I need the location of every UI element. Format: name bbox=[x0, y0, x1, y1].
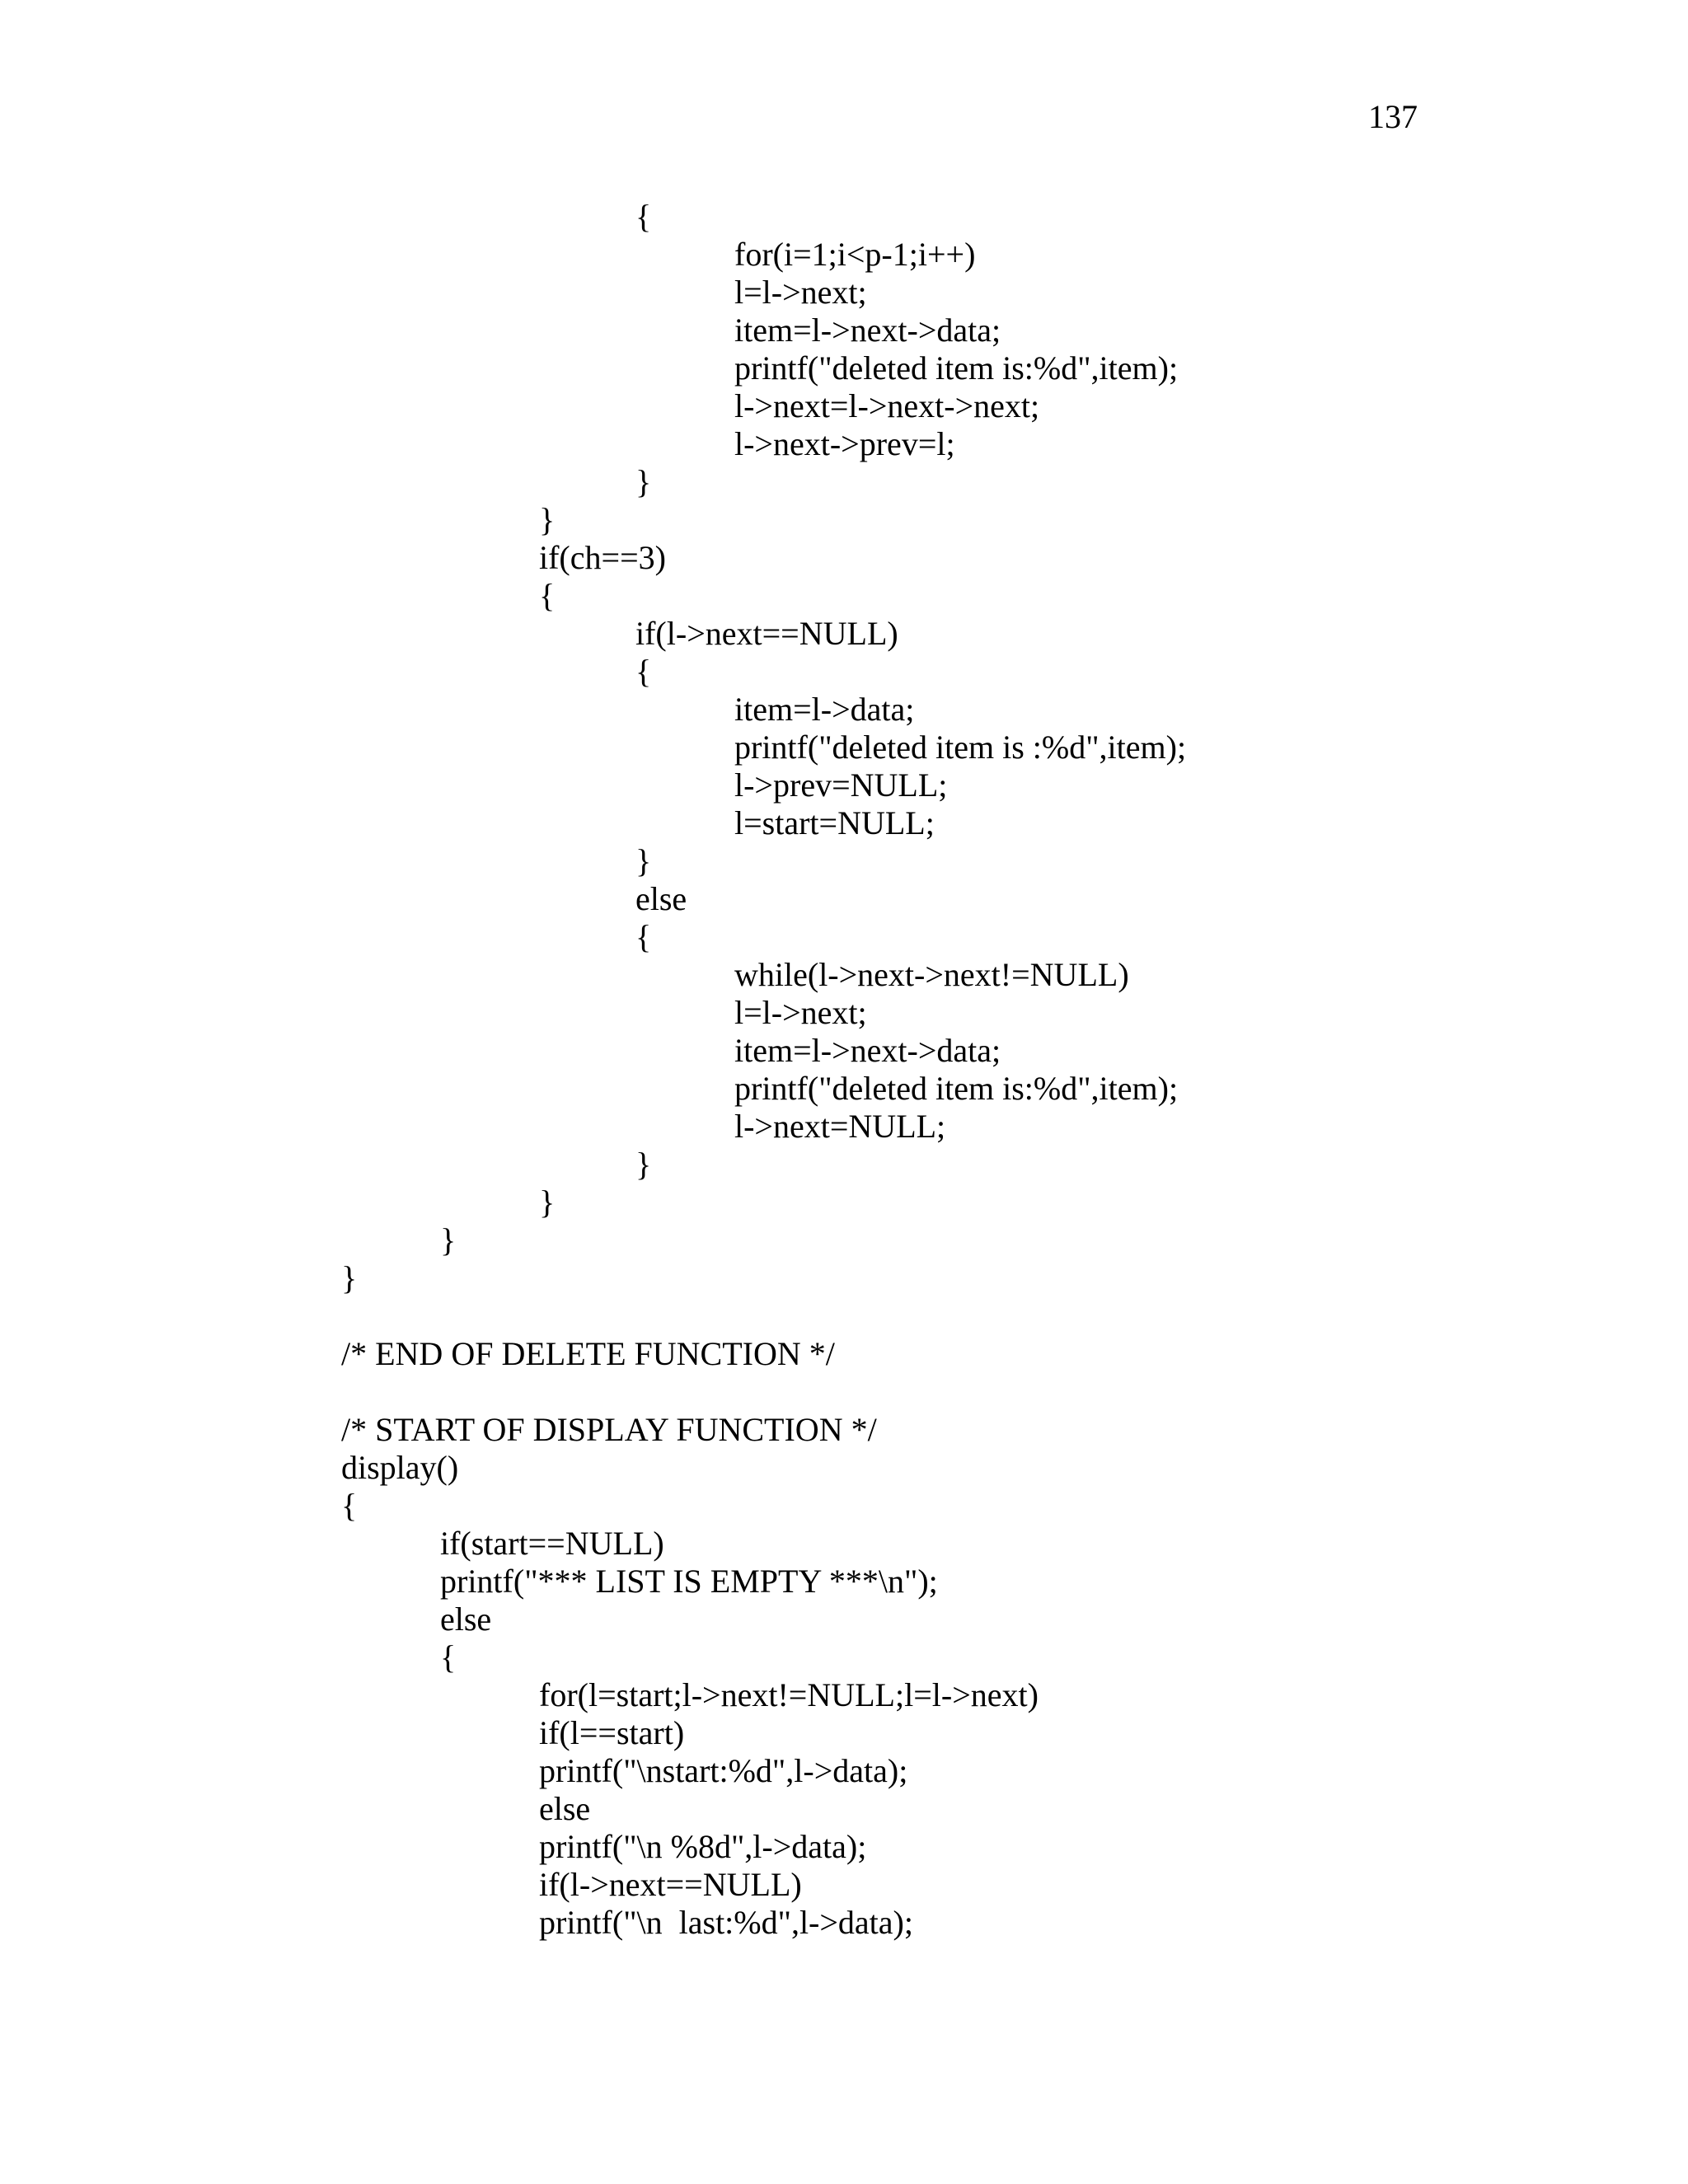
code-line: } bbox=[635, 842, 652, 879]
code-line: { bbox=[635, 918, 652, 955]
code-line: printf("deleted item is:%d",item); bbox=[734, 1070, 1179, 1107]
code-line: l=start=NULL; bbox=[734, 804, 935, 841]
code-line: { bbox=[635, 653, 652, 690]
code-line: } bbox=[635, 1146, 652, 1183]
code-line: } bbox=[440, 1221, 457, 1258]
code-line: if(l->next==NULL) bbox=[635, 615, 898, 652]
code-line: } bbox=[539, 501, 556, 538]
code-line: for(i=1;i<p-1;i++) bbox=[734, 236, 976, 273]
code-line: l->prev=NULL; bbox=[734, 766, 948, 804]
code-line: if(l->next==NULL) bbox=[539, 1866, 802, 1903]
code-line: } bbox=[539, 1183, 556, 1221]
code-line: item=l->next->data; bbox=[734, 1032, 1001, 1069]
code-line: { bbox=[440, 1638, 457, 1675]
code-line: { bbox=[539, 577, 556, 614]
code-line: { bbox=[341, 1487, 358, 1524]
code-comment: /* END OF DELETE FUNCTION */ bbox=[341, 1335, 835, 1372]
code-line: if(ch==3) bbox=[539, 539, 666, 576]
code-line: printf("deleted item is :%d",item); bbox=[734, 729, 1187, 766]
code-line: printf("deleted item is:%d",item); bbox=[734, 349, 1179, 387]
code-line: l->next=l->next->next; bbox=[734, 387, 1040, 424]
code-line: printf("\n %8d",l->data); bbox=[539, 1828, 867, 1865]
code-line: display() bbox=[341, 1449, 459, 1486]
code-line: l->next->prev=l; bbox=[734, 425, 955, 462]
code-line: else bbox=[539, 1790, 591, 1827]
code-line: { bbox=[635, 198, 652, 235]
code-line: else bbox=[440, 1601, 492, 1638]
code-line: } bbox=[635, 463, 652, 500]
page-number: 137 bbox=[1368, 98, 1418, 135]
code-line: printf("\nstart:%d",l->data); bbox=[539, 1752, 908, 1789]
code-line: item=l->next->data; bbox=[734, 312, 1001, 349]
code-comment: /* START OF DISPLAY FUNCTION */ bbox=[341, 1411, 877, 1448]
code-line: else bbox=[635, 880, 687, 917]
code-line: l->next=NULL; bbox=[734, 1108, 946, 1145]
code-line: } bbox=[341, 1259, 358, 1296]
code-line: for(l=start;l->next!=NULL;l=l->next) bbox=[539, 1676, 1039, 1713]
code-line: if(l==start) bbox=[539, 1714, 685, 1751]
code-line: if(start==NULL) bbox=[440, 1525, 664, 1562]
code-line: while(l->next->next!=NULL) bbox=[734, 956, 1129, 993]
code-line: printf("\n last:%d",l->data); bbox=[539, 1904, 913, 1941]
code-line: l=l->next; bbox=[734, 994, 867, 1031]
code-line: item=l->data; bbox=[734, 691, 915, 728]
code-line: l=l->next; bbox=[734, 274, 867, 311]
code-line: printf("*** LIST IS EMPTY ***\n"); bbox=[440, 1563, 938, 1600]
